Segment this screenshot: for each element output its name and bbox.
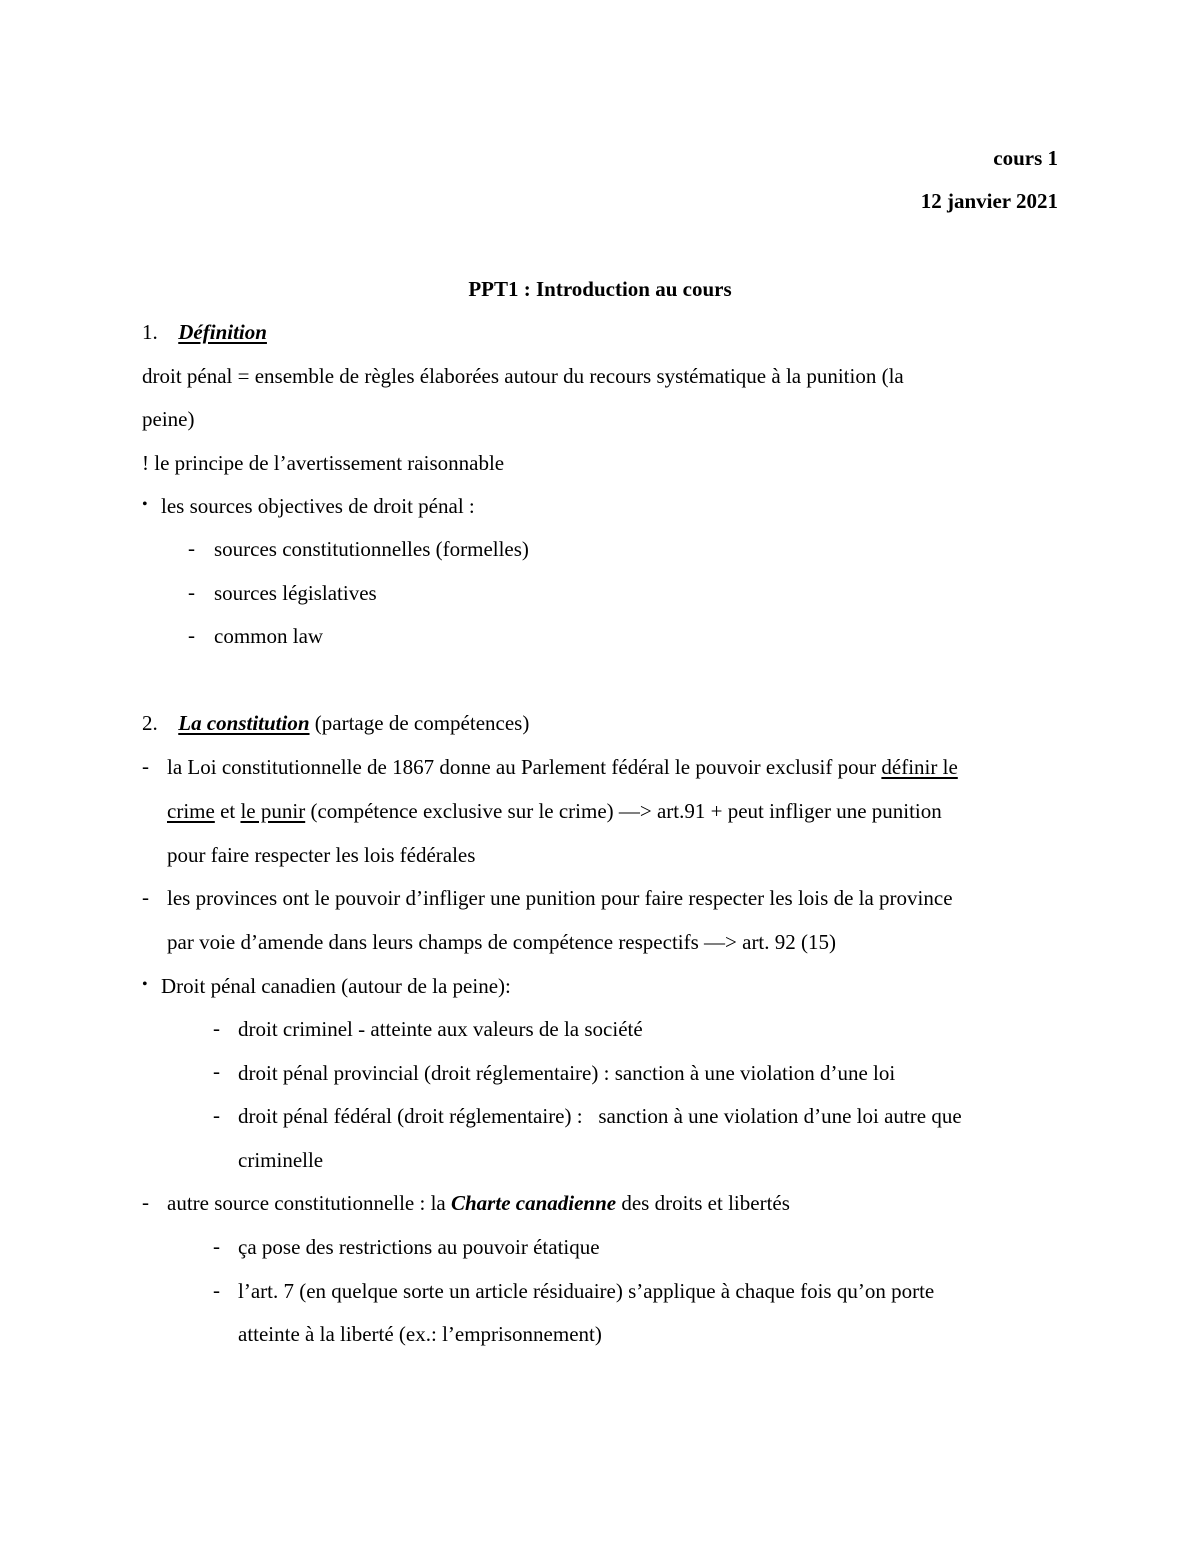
charter-sub-item: l’art. 7 (en quelque sorte un article résiduaire) s’applique à chaque fois qu’on porte	[238, 1279, 935, 1303]
date-label: 12 janvier 2021	[920, 189, 1058, 213]
charter-sub-item: ça pose des restrictions au pouvoir étatique	[238, 1235, 600, 1259]
definition-line-2: peine)	[142, 407, 195, 431]
note-line: ! le principe de l’avertissement raisonnable	[142, 451, 505, 475]
law-type-item-continued: criminelle	[238, 1148, 324, 1172]
section2-number: 2.	[142, 711, 158, 735]
canadian-law-bullet: Droit pénal canadien (autour de la peine):	[161, 974, 511, 998]
constitution-item-2-line-2: par voie d’amende dans leurs champs de compétence respectifs —> art. 92 (15)	[167, 930, 837, 954]
text-span: (compétence exclusive sur le crime) —> art.91 + peut infliger une punition	[305, 799, 942, 823]
law-type-item: droit pénal fédéral (droit réglementaire) : sanction à une violation d’une loi autre que	[238, 1104, 962, 1128]
underlined-text: le punir	[240, 799, 306, 823]
document-title: PPT1 : Introduction au cours	[468, 277, 732, 301]
dash-icon: -	[188, 623, 195, 647]
text-span: des droits et libertés	[616, 1191, 790, 1215]
bullet-icon: •	[142, 976, 148, 993]
section1-number: 1.	[142, 320, 158, 344]
constitution-item-1-line-3: pour faire respecter les lois fédérales	[167, 843, 476, 867]
text-span: autre source constitutionnelle : la	[167, 1191, 451, 1215]
dash-icon: -	[142, 754, 149, 778]
course-label: cours 1	[993, 146, 1058, 170]
definition-line-1: droit pénal = ensemble de règles élaborées autour du recours systématique à la punition (la	[142, 364, 904, 388]
charter-sub-item-continued: atteinte à la liberté (ex.: l’emprisonnement)	[238, 1322, 602, 1346]
dash-icon: -	[213, 1103, 220, 1127]
sources-bullet: les sources objectives de droit pénal :	[161, 494, 475, 518]
underlined-text: définir le	[881, 755, 958, 779]
bullet-icon: •	[142, 496, 148, 513]
law-type-item: droit criminel - atteinte aux valeurs de la société	[238, 1017, 643, 1041]
section2-title: La constitution	[178, 711, 310, 735]
text-span: et	[214, 799, 241, 823]
charter-name: Charte canadienne	[451, 1191, 617, 1215]
law-type-item: droit pénal provincial (droit réglementaire) : sanction à une violation d’une loi	[238, 1061, 896, 1085]
charter-item	[167, 1193, 790, 1214]
section1-heading	[142, 322, 267, 343]
source-item: sources législatives	[214, 581, 377, 605]
dash-icon: -	[213, 1059, 220, 1083]
dash-icon: -	[188, 536, 195, 560]
dash-icon: -	[213, 1234, 220, 1258]
constitution-item-1-line-2	[167, 801, 942, 822]
source-item: common law	[214, 624, 324, 648]
section2-subtitle: (partage de compétences)	[314, 711, 530, 735]
dash-icon: -	[142, 885, 149, 909]
text-span: la Loi constitutionnelle de 1867 donne au Parlement fédéral le pouvoir exclusif pour	[167, 755, 882, 779]
dash-icon: -	[213, 1278, 220, 1302]
dash-icon: -	[188, 580, 195, 604]
source-item: sources constitutionnelles (formelles)	[214, 537, 529, 561]
constitution-item-2-line-1: les provinces ont le pouvoir d’infliger une punition pour faire respecter les lois de la province	[167, 886, 953, 910]
dash-icon: -	[142, 1190, 149, 1214]
section1-title: Définition	[178, 320, 267, 344]
underlined-text: crime	[167, 799, 215, 823]
constitution-item-1-line-1	[167, 757, 958, 778]
dash-icon: -	[213, 1016, 220, 1040]
section2-heading	[142, 713, 529, 734]
